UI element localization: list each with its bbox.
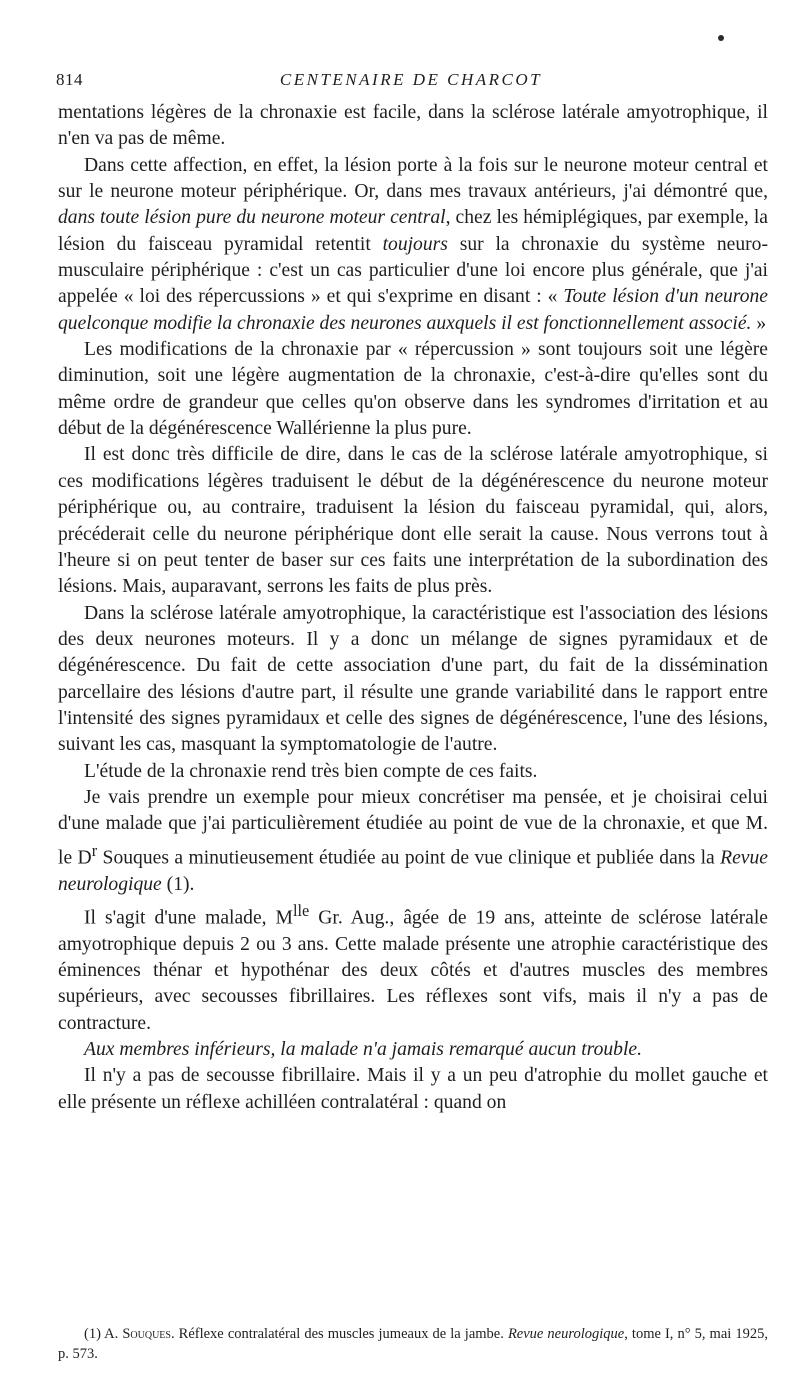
text-run: (1) A.	[84, 1326, 123, 1342]
footnote-text	[58, 1324, 768, 1364]
footnote	[58, 1324, 768, 1364]
italic-text: Toute lésion d'un neurone quelconque modifie la chronaxie des neurones auxquels il est fonctionnellement associé.	[58, 286, 768, 334]
paragraph	[58, 100, 768, 153]
paragraph	[58, 337, 768, 442]
text-run: Il est donc très difficile de dire, dans le cas de la sclérose latérale amyotrophique, si ces modifications légères traduisent le début de la dégénérescence du neurone moteur périphérique ou, au contraire, traduisent la lésion du faisceau pyramidal, qui, alors, précéderait celle du neurone périphérique dont elle serait la cause. Nous verrons tout à l'heure si on peut tenter de baser sur ces faits une interprétation de la subordination des lésions. Mais, auparavant, serrons les faits de plus près.	[58, 444, 768, 598]
paragraph	[58, 759, 768, 785]
text-run: , chez les hémiplégiques, par exemple, la lésion du faisceau pyramidal retentit	[58, 207, 768, 255]
text-run: Les modifications de la chronaxie par « répercussion » sont toujours soit une légère diminution, soit une légère augmentation de la chronaxie, c'est-à-dire qu'elles sont du même ordre de grandeur que celles qu'on observe dans les syndromes d'irritation et au début de la dégénérescence Wallérienne la plus pure.	[58, 339, 768, 440]
ink-speck	[718, 35, 724, 41]
paragraph	[58, 785, 768, 898]
text-run: Gr. Aug., âgée de 19 ans, atteinte de sclérose latérale amyotrophique depuis 2 ou 3 ans. Cette malade présente une atrophie caractéristique des éminences thénar et hypothénar des deux côtés et d'autres muscles des membres supérieurs, avec secousses fibrillaires. Les réflexes sont vifs, mais il n'y a pas de contracture.	[58, 907, 768, 1034]
paragraph	[58, 1037, 768, 1063]
italic-text: Revue neurologique	[58, 847, 768, 895]
body-text	[58, 100, 768, 1116]
paragraph	[58, 442, 768, 600]
text-run: mentations légères de la chronaxie est facile, dans la sclérose latérale amyotrophique, il n'en va pas de même.	[58, 102, 768, 150]
text-run: Il s'agit d'une malade, M	[84, 907, 293, 929]
text-run: Souques a minutieusement étudiée au point de vue clinique et publiée dans la	[97, 847, 721, 869]
italic-text: dans toute lésion pure du neurone moteur central	[58, 207, 446, 229]
text-run: Souques	[122, 1326, 171, 1342]
text-run: L'étude de la chronaxie rend très bien compte de ces faits.	[84, 760, 538, 782]
italic-text: Aux membres inférieurs, la malade n'a jamais remarqué aucun trouble.	[84, 1039, 642, 1061]
italic-text: Revue neurologique	[507, 1326, 625, 1342]
text-run: Dans cette affection, en effet, la lésion porte à la fois sur le neurone moteur central et sur le neurone moteur périphérique. Or, dans mes travaux antérieurs, j'ai démontré que,	[58, 154, 768, 203]
page-number: 814	[56, 70, 83, 89]
running-title: CENTENAIRE DE CHARCOT	[279, 70, 543, 89]
text-run: , tome I, n° 5, mai 1925, p. 573.	[58, 1326, 768, 1362]
paragraph	[58, 153, 768, 337]
superscript-text: lle	[292, 900, 310, 920]
text-run: Je vais prendre un exemple pour mieux concrétiser ma pensée, et je choisirai celui d'une malade que j'ai particulièrement étudiée au point de vue de la chronaxie, et que M. le D	[58, 786, 768, 869]
text-run: sur la chronaxie du système neuro-musculaire périphérique : c'est un cas particulier d'une loi encore plus générale, que j'ai appelée « loi des répercussions » et qui s'exprime en disant : «	[58, 233, 768, 308]
paragraph	[58, 601, 768, 759]
paragraph	[58, 1063, 768, 1116]
text-run: (1).	[161, 873, 195, 895]
paragraph	[58, 898, 768, 1037]
text-run: Dans la sclérose latérale amyotrophique, la caractéristique est l'association des lésions des deux neurones moteurs. Il y a donc un mélange de signes pyramidaux et de dégénérescence. Du fait de cette association d'une part, du fait de la dissémination parcellaire des lésions d'autre part, il résulte une grande variabilité dans le rapport entre l'intensité des signes pyramidaux et celle des signes de dégénérescence, l'une des lésions, suivant les cas, masquant la symptomatologie de l'autre.	[58, 602, 768, 756]
superscript-text: r	[91, 840, 98, 860]
text-run: . Réflexe contralatéral des muscles jumeaux de la jambe.	[170, 1326, 508, 1342]
page-header	[56, 70, 766, 94]
text-run: »	[751, 312, 767, 334]
italic-text: toujours	[382, 233, 448, 255]
text-run: Il n'y a pas de secousse fibrillaire. Mais il y a un peu d'atrophie du mollet gauche et elle présente un réflexe achilléen contralatéral : quand on	[58, 1065, 768, 1113]
